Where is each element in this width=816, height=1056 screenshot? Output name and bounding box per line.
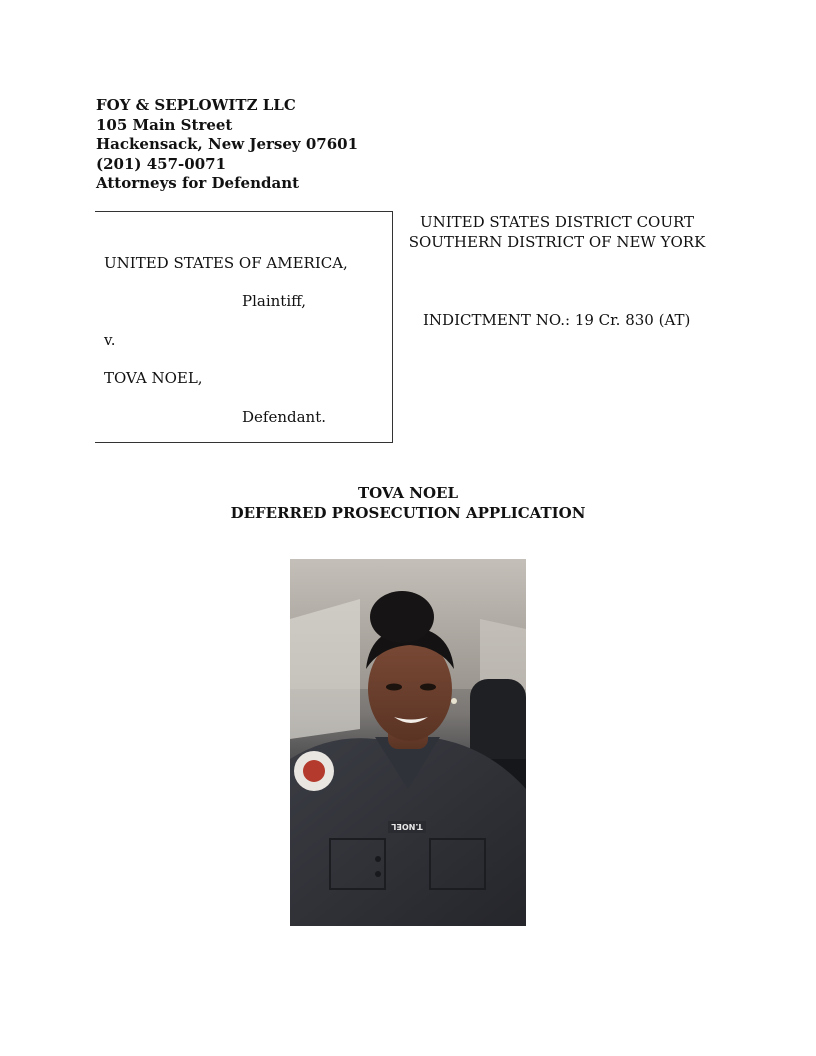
hair-bun	[370, 591, 434, 643]
versus: v.	[104, 331, 116, 349]
defendant-photo	[290, 559, 526, 926]
defendant-name: TOVA NOEL,	[104, 369, 203, 387]
firm-city: Hackensack, New Jersey 07601	[96, 135, 359, 154]
plaintiff-name: UNITED STATES OF AMERICA,	[104, 254, 348, 272]
eye-right	[420, 684, 436, 691]
plaintiff-label: Plaintiff,	[242, 292, 307, 310]
document-title	[0, 484, 816, 523]
title-line-1: TOVA NOEL	[357, 484, 459, 502]
court-line-1: UNITED STATES DISTRICT COURT	[419, 213, 695, 231]
shoulder-patch-emblem	[303, 760, 325, 782]
button-1	[375, 856, 381, 862]
firm-name: FOY & SEPLOWITZ LLC	[96, 96, 296, 114]
title-line-2: DEFERRED PROSECUTION APPLICATION	[230, 503, 586, 522]
firm-header	[96, 96, 358, 194]
eye-left	[386, 684, 402, 691]
firm-phone: (201) 457-0071	[96, 154, 227, 173]
earring	[451, 698, 457, 704]
photo-illustration	[290, 559, 526, 926]
court-heading	[404, 213, 710, 252]
defendant-label: Defendant.	[242, 408, 326, 426]
name-tag-text: T.NOEL	[391, 822, 423, 831]
firm-role: Attorneys for Defendant	[96, 174, 300, 193]
car-window	[290, 599, 360, 739]
firm-street: 105 Main Street	[96, 115, 233, 134]
indictment-number: INDICTMENT NO.: 19 Cr. 830 (AT)	[423, 311, 691, 329]
case-caption-box	[95, 211, 393, 443]
button-2	[375, 871, 381, 877]
court-line-2: SOUTHERN DISTRICT OF NEW YORK	[408, 232, 706, 251]
